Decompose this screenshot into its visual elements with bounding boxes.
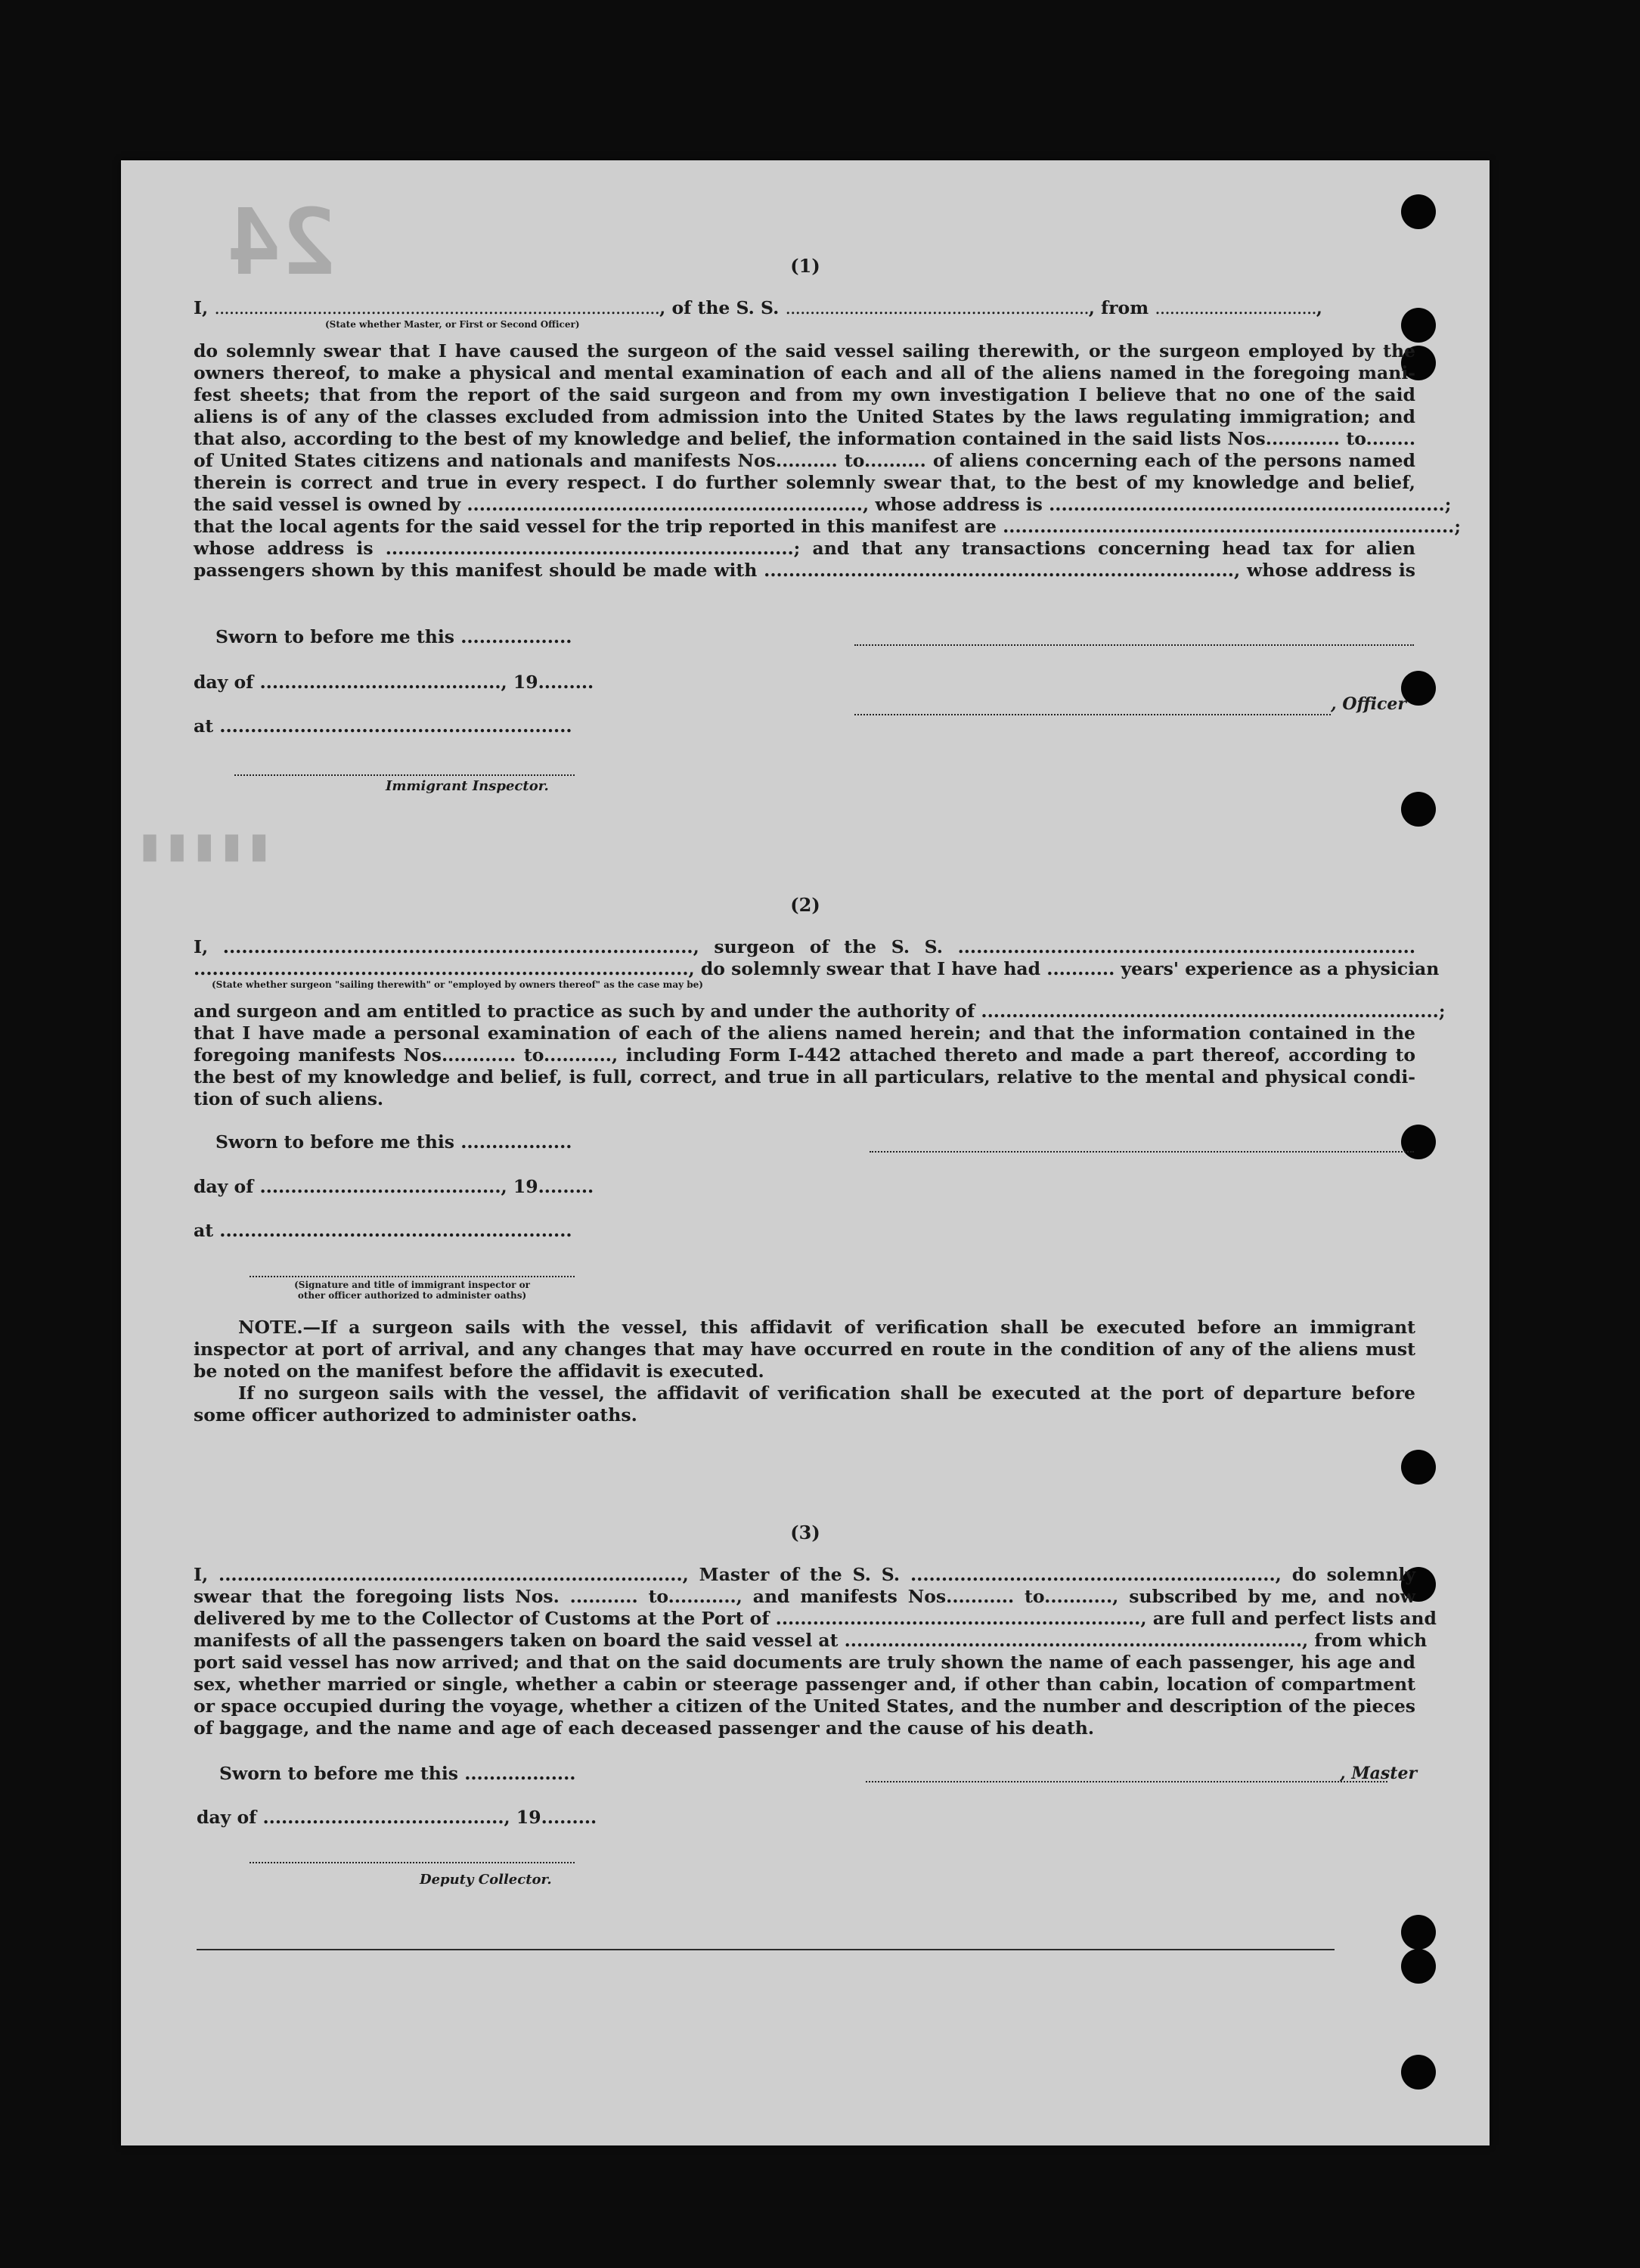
section-2-note-line: inspector at port of arrival, and any changes that may have occurred en route in the condition of any of the aliens must xyxy=(194,1339,1415,1360)
section-3-paragraph-line: delivered by me to the Collector of Customs at the Port of ..........................................................., are full and perfect lists and xyxy=(194,1608,1437,1629)
section-1-paragraph-line: therein is correct and true in every respect. I do further solemnly swear that, to the best of my knowledge and belief, xyxy=(194,472,1415,493)
section-1-paragraph-line: the said vessel is owned by ................................................................, whose address is ................................................................; xyxy=(194,494,1452,515)
signature-note-line-2: other officer authorized to administer oaths) xyxy=(297,1290,527,1301)
section-2-paragraph-line: tion of such aliens. xyxy=(194,1088,384,1109)
section-2-line-2: ................................................................................, do solemnly swear that I have had ........... years' experience as a physician xyxy=(194,958,1440,979)
section-1-at-label: at ......................................................... xyxy=(194,715,572,737)
section-3-paragraph-line: sex, whether married or single, whether a cabin or steerage passenger and, if other than cabin, location of compartment xyxy=(194,1674,1415,1695)
punch-hole xyxy=(1401,194,1436,229)
section-1-line-1: I, ..........................................................................................., of the S. S. .............................................................., from ................................., xyxy=(194,297,1322,318)
section-1-paragraph-line: of United States citizens and nationals and manifests Nos.......... to.......... of aliens concerning each of the persons named xyxy=(194,450,1415,471)
section-2-note-line: some officer authorized to administer oaths. xyxy=(194,1404,637,1426)
section-3-collector-caption: Deputy Collector. xyxy=(420,1872,552,1888)
section-2-heading: (2) xyxy=(790,894,820,916)
section-1-officer-name-line xyxy=(854,714,1331,715)
signature-note-line-1: (Signature and title of immigrant inspector or xyxy=(294,1280,530,1290)
section-1-inspector-signature-line xyxy=(234,774,575,776)
punch-hole xyxy=(1401,1949,1436,1984)
section-3-heading: (3) xyxy=(790,1522,820,1544)
punch-hole xyxy=(1401,1915,1436,1950)
section-1-paragraph-line: aliens is of any of the classes excluded from admission into the United States by the laws regulating immigration; and xyxy=(194,406,1415,427)
section-3-paragraph-line: or space occupied during the voyage, whether a citizen of the United States, and the number and description of the pieces xyxy=(194,1696,1415,1717)
section-1-officer-caption: , Officer xyxy=(1331,694,1407,714)
section-3-collector-signature-line xyxy=(250,1862,575,1863)
section-2-paragraph-line: foregoing manifests Nos............ to..........., including Form I-442 attached thereto and made a part thereof, according to xyxy=(194,1044,1415,1066)
section-2-note-line: NOTE.—If a surgeon sails with the vessel, this affidavit of verification shall be executed before an immigrant xyxy=(238,1317,1415,1338)
section-2-note-line: If no surgeon sails with the vessel, the affidavit of verification shall be executed at the port of departure before xyxy=(238,1382,1415,1404)
section-3-master-signature-line xyxy=(866,1781,1387,1782)
section-1-officer-signature-line xyxy=(854,644,1414,646)
section-1-sworn-label: Sworn to before me this .................. xyxy=(215,626,572,647)
section-1-paragraph-line: that the local agents for the said vessel for the trip reported in this manifest are .........................................................................; xyxy=(194,516,1462,537)
section-1-paragraph-line: do solemnly swear that I have caused the surgeon of the said vessel sailing therewith, or the surgeon employed by the xyxy=(194,340,1415,361)
section-2-surgeon-note: (State whether surgeon "sailing therewith" or "employed by owners thereof" as the case may be) xyxy=(212,979,703,990)
section-2-signature-note xyxy=(250,1280,575,1301)
section-3-master-caption: , Master xyxy=(1340,1764,1418,1783)
section-2-note-line: be noted on the manifest before the affidavit is executed. xyxy=(194,1360,764,1382)
section-1-day-label: day of ......................................., 19......... xyxy=(194,672,594,693)
section-2-line-1: I, ............................................................................, surgeon of the S. S. .......................................................................... xyxy=(194,936,1415,957)
section-2-sworn-label: Sworn to before me this .................. xyxy=(215,1131,572,1153)
section-1-paragraph-line: whose address is ..................................................................; and that any transactions concerning head tax for alien xyxy=(194,538,1415,559)
section-3-paragraph-line: swear that the foregoing lists Nos. ........... to..........., and manifests Nos........... to..........., subscribed by me, and now xyxy=(194,1586,1415,1607)
section-3-paragraph-line: I, ..........................................................................., Master of the S. S. ..........................................................., do solemnly xyxy=(194,1564,1415,1585)
section-3-day-label: day of ......................................., 19......... xyxy=(197,1807,597,1828)
section-1-paragraph-line: owners thereof, to make a physical and mental examination of each and all of the aliens named in the foregoing mani- xyxy=(194,362,1415,383)
section-1-paragraph-line: fest sheets; that from the report of the said surgeon and from my own investigation I believe that no one of the said xyxy=(194,384,1415,405)
section-2-at-label: at ......................................................... xyxy=(194,1220,572,1241)
section-1-officer-note: (State whether Master, or First or Second Officer) xyxy=(325,319,580,330)
manifest-back-page xyxy=(121,160,1490,2145)
punch-hole xyxy=(1401,1125,1436,1159)
bottom-rule xyxy=(197,1949,1335,1950)
bleed-through-shadow: 24 xyxy=(227,191,336,296)
section-2-surgeon-signature-line xyxy=(870,1151,1414,1153)
section-2-paragraph-line: and surgeon and am entitled to practice as such by and under the authority of ..........................................................................; xyxy=(194,1001,1446,1022)
punch-hole xyxy=(1401,792,1436,827)
section-1-inspector-caption: Immigrant Inspector. xyxy=(386,778,549,794)
section-1-paragraph-line: that also, according to the best of my knowledge and belief, the information contained in the said lists Nos............ to........ xyxy=(194,428,1415,449)
section-2-paragraph-line: the best of my knowledge and belief, is full, correct, and true in all particulars, relative to the mental and physical condi- xyxy=(194,1066,1415,1087)
section-2-inspector-signature-line xyxy=(250,1276,575,1277)
section-1-paragraph-line: passengers shown by this manifest should be made with ............................................................................, whose address is xyxy=(194,560,1415,581)
punch-hole xyxy=(1401,2055,1436,2090)
section-2-paragraph-line: that I have made a personal examination of each of the aliens named herein; and that the information contained in the xyxy=(194,1022,1415,1044)
bleed-through-shadow: ▮▮▮▮▮ xyxy=(136,818,273,871)
punch-hole xyxy=(1401,1450,1436,1485)
section-3-sworn-label: Sworn to before me this .................. xyxy=(219,1763,576,1784)
section-3-paragraph-line: of baggage, and the name and age of each deceased passenger and the cause of his death. xyxy=(194,1717,1095,1739)
section-3-paragraph-line: manifests of all the passengers taken on board the said vessel at .........................................................................., from which xyxy=(194,1630,1428,1651)
section-3-paragraph-line: port said vessel has now arrived; and that on the said documents are truly shown the name of each passenger, his age and xyxy=(194,1652,1415,1673)
section-1-heading: (1) xyxy=(790,255,820,277)
section-2-day-label: day of ......................................., 19......... xyxy=(194,1176,594,1197)
